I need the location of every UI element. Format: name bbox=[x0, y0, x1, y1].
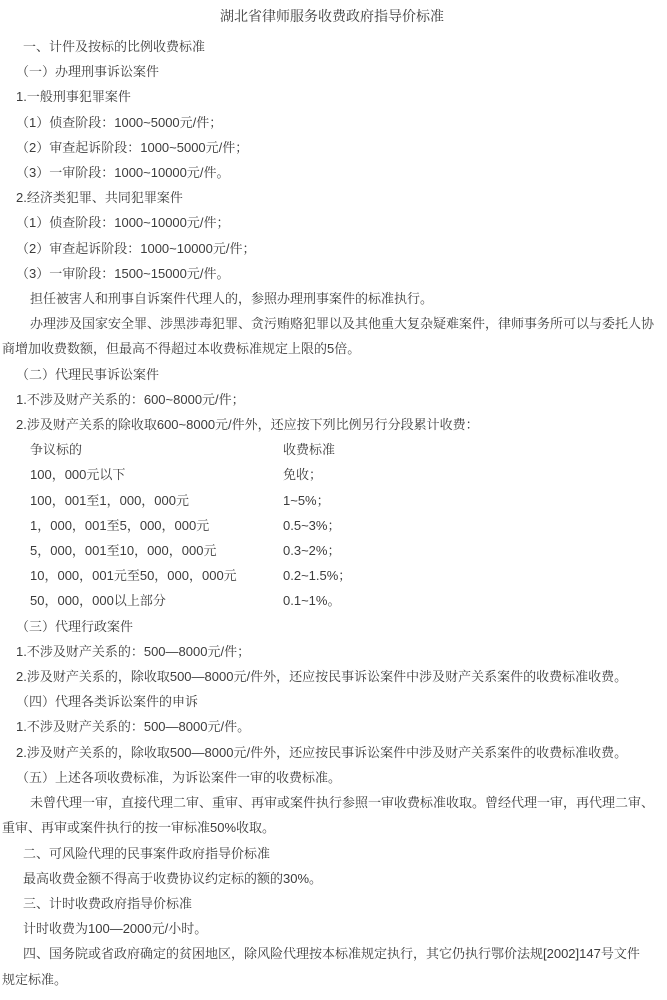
fee-rate-cell: 免收； bbox=[283, 467, 323, 483]
dispute-amount-header: 争议标的 bbox=[30, 442, 83, 458]
doc-line: （二）代理民事诉讼案件 bbox=[16, 366, 160, 382]
doc-line: 1.不涉及财产关系的：600~8000元/件； bbox=[16, 391, 245, 407]
fee-rate-cell: 1~5%； bbox=[283, 492, 330, 508]
doc-line: 2.涉及财产关系的除收取600~8000元/件外，还应按下列比例另行分段累计收费： bbox=[16, 417, 479, 433]
dispute-amount-cell: 1，000，001至5，000，000元 bbox=[30, 517, 210, 533]
doc-line: 担任被害人和刑事自诉案件代理人的，参照办理刑事案件的标准执行。 bbox=[30, 291, 434, 307]
fee-table bbox=[2, 437, 662, 613]
doc-line: （三）代理行政案件 bbox=[16, 618, 134, 634]
doc-line: 2.经济类犯罪、共同犯罪案件 bbox=[16, 190, 183, 206]
fee-rate-cell: 0.1~1%。 bbox=[283, 593, 341, 609]
doc-line: 2.涉及财产关系的，除收取500—8000元/件外，还应按民事诉讼案件中涉及财产关系案件的收费标准收费。 bbox=[16, 744, 628, 760]
doc-line: 最高收费金额不得高于收费协议约定标的额的30%。 bbox=[23, 870, 323, 886]
doc-line: （2）审查起诉阶段：1000~10000元/件； bbox=[16, 240, 256, 256]
doc-line: 2.涉及财产关系的，除收取500—8000元/件外，还应按民事诉讼案件中涉及财产关系案件的收费标准收费。 bbox=[16, 669, 628, 685]
doc-line: （一）办理刑事诉讼案件 bbox=[16, 64, 160, 80]
doc-line: 1.不涉及财产关系的：500—8000元/件。 bbox=[16, 719, 251, 735]
doc-line-section2-heading: 二、可风险代理的民事案件政府指导价标准 bbox=[23, 845, 271, 861]
doc-line: （2）审查起诉阶段：1000~5000元/件； bbox=[16, 139, 249, 155]
dispute-amount-cell: 100，001至1，000，000元 bbox=[30, 492, 189, 508]
doc-line-section4-heading: 四、国务院或省政府确定的贫困地区，除风险代理按本标准规定执行，其它仍执行鄂价法规[2002]147号文件 bbox=[23, 946, 640, 962]
doc-line: 未曾代理一审，直接代理二审、重审、再审或案件执行参照一审收费标准收取。曾经代理一审，再代理二审、 bbox=[30, 795, 655, 811]
doc-line: 重审、再审或案件执行的按一审标准50%收取。 bbox=[2, 820, 276, 836]
dispute-amount-cell: 100，000元以下 bbox=[30, 467, 126, 483]
doc-line-section3-heading: 三、计时收费政府指导价标准 bbox=[23, 895, 193, 911]
doc-line: （1）侦查阶段：1000~10000元/件； bbox=[16, 215, 230, 231]
dispute-amount-cell: 5，000，001至10，000，000元 bbox=[30, 543, 217, 559]
doc-line: 1.一般刑事犯罪案件 bbox=[16, 89, 131, 105]
fee-rate-header: 收费标准 bbox=[283, 442, 336, 458]
doc-line: （四）代理各类诉讼案件的申诉 bbox=[16, 694, 199, 710]
fee-table-row bbox=[2, 538, 662, 563]
fee-rate-cell: 0.2~1.5%； bbox=[283, 568, 352, 584]
doc-line: （1）侦查阶段：1000~5000元/件； bbox=[16, 114, 223, 130]
fee-table-row bbox=[2, 462, 662, 487]
doc-line: （3）一审阶段：1000~10000元/件。 bbox=[16, 165, 230, 181]
doc-line: 规定标准。 bbox=[2, 971, 68, 987]
doc-line: 计时收费为100—2000元/小时。 bbox=[23, 921, 208, 937]
doc-line: 商增加收费数额，但最高不得超过本收费标准规定上限的5倍。 bbox=[2, 341, 361, 357]
fee-table-row bbox=[2, 513, 662, 538]
fee-rate-cell: 0.3~2%； bbox=[283, 543, 341, 559]
fee-table-row bbox=[2, 488, 662, 513]
fee-table-header-row bbox=[2, 437, 662, 462]
doc-line: 1.不涉及财产关系的：500—8000元/件； bbox=[16, 643, 251, 659]
doc-line: （3）一审阶段：1500~15000元/件。 bbox=[16, 265, 230, 281]
dispute-amount-cell: 10，000，001元至50，000，000元 bbox=[30, 568, 237, 584]
fee-rate-cell: 0.5~3%； bbox=[283, 517, 341, 533]
fee-table-row bbox=[2, 563, 662, 588]
fee-table-row bbox=[2, 588, 662, 613]
dispute-amount-cell: 50，000，000以上部分 bbox=[30, 593, 166, 609]
doc-line: 办理涉及国家安全罪、涉黑涉毒犯罪、贪污贿赂犯罪以及其他重大复杂疑难案件，律师事务所可以与委托人协 bbox=[30, 316, 655, 332]
doc-line: （五）上述各项收费标准，为诉讼案件一审的收费标准。 bbox=[16, 769, 342, 785]
doc-line-section1-heading: 一、计件及按标的比例收费标准 bbox=[23, 39, 206, 54]
document-title: 湖北省律师服务收费政府指导价标准 bbox=[220, 8, 444, 24]
